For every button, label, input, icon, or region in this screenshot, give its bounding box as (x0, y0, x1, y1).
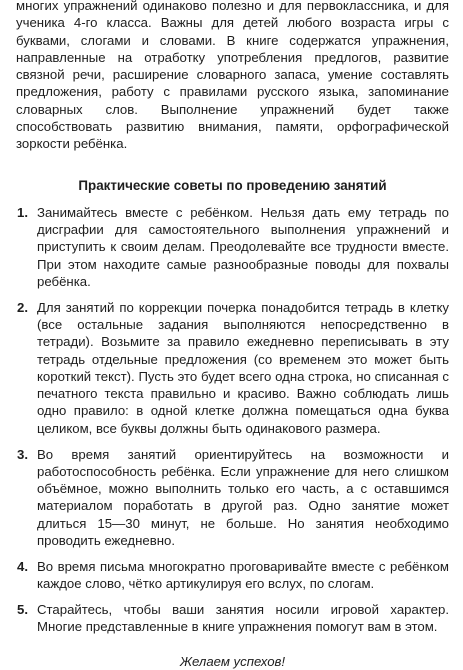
tip-text: Занимайтесь вместе с ребёнком. Нельзя дать ему тетрадь по дисграфии для самостоятельного выполнения упражнений и приступить к своим делам. Преодолевайте все трудности вместе. При этом находите самые разнообразные поводы для похвалы ребёнка. (37, 204, 449, 289)
intro-paragraph: многих упражнений одинаково полезно и для первоклассника, и для ученика 4-го класса. Важны для детей любого возраста игры с буквами, слогами и словами. В книге содержатся упражнения, направленные на отработку употребления предлогов, развитие связной речи, расширение словарного запаса, умение составлять предложения, работу с правилами русского языка, запоминание словарных слов. Выполнение упражнений будет также способствовать развитию внимания, памяти, орфографической зоркости ребёнка. (16, 0, 449, 152)
tip-item-1 (16, 204, 449, 290)
tip-text: Во время письма многократно проговаривайте вместе с ребёнком каждое слово, чётко артикулируя его вслух, по слогам. (37, 558, 449, 592)
tips-list (16, 204, 449, 636)
tip-number: 4. (17, 558, 28, 574)
closing-wish: Желаем успехов! (179, 653, 286, 669)
tip-item-4 (16, 558, 449, 593)
tip-number: 1. (17, 204, 28, 220)
tip-item-5 (16, 601, 449, 636)
tip-number: 5. (17, 601, 28, 617)
tip-text: Во время занятий ориентируйтесь на возможности и работоспособность ребёнка. Если упражнение для него слишком объёмное, можно выполнить только его часть, а с оставшимся материалом поработать в другой раз. Одно занятие может длиться 15—30 минут, не больше. Но занятия необходимо проводить ежедневно. (37, 446, 449, 549)
tip-item-3 (16, 446, 449, 550)
tip-item-2 (16, 299, 449, 437)
tip-number: 2. (17, 299, 28, 315)
tip-number: 3. (17, 446, 28, 462)
tip-text: Старайтесь, чтобы ваши занятия носили игровой характер. Многие представленные в книге упражнения помогут вам в этом. (37, 601, 449, 635)
section-heading: Практические советы по проведению занятий (78, 177, 387, 193)
tip-text: Для занятий по коррекции почерка понадобится тетрадь в клетку (все остальные задания выполняются непосредственно в тетради). Возьмите за правило ежедневно переписывать в эту тетрадь отдельные предложения (со временем это может быть короткий текст). Пусть это будет всего одна строка, но списанная с печатного текста правильно и красиво. Важно соблюдать лишь одно правило: в одной клетке должна помещаться одна буква целиком, все буквы должны быть одинакового размера. (37, 299, 449, 436)
book-page (16, 0, 449, 670)
